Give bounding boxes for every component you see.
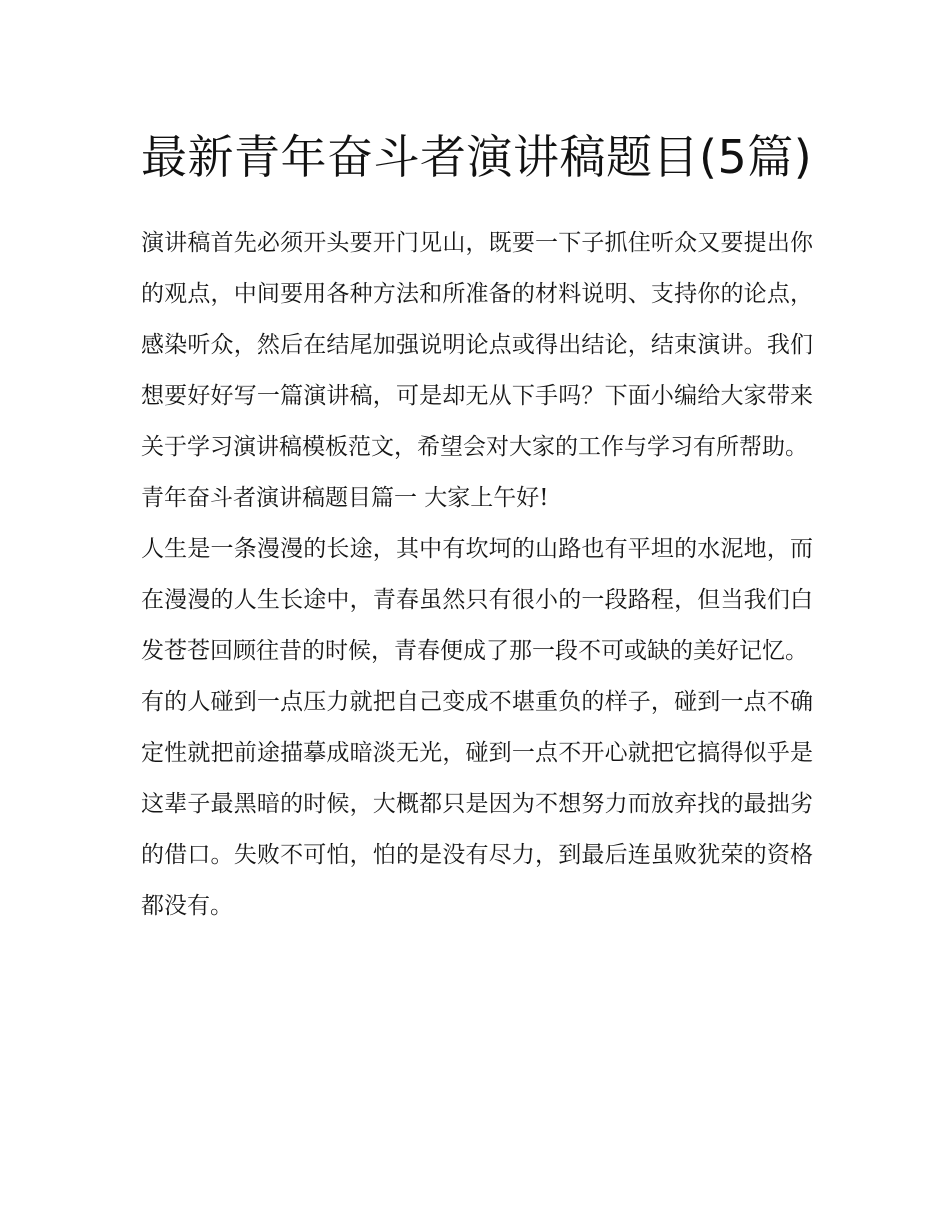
document-page	[141, 118, 813, 932]
document-body	[141, 218, 813, 932]
paragraph-intro: 演讲稿首先必须开头要开门见山，既要一下子抓住听众又要提出你的观点，中间要用各种方法和所准备的材料说明、支持你的论点，感染听众，然后在结尾加强说明论点或得出结论，结束演讲。我们想要好好写一篇演讲稿，可是却无从下手吗？下面小编给大家带来关于学习演讲稿模板范文，希望会对大家的工作与学习有所帮助。	[141, 230, 813, 460]
paragraph-pressure: 有的人碰到一点压力就把自己变成不堪重负的样子，碰到一点不确定性就把前途描摹成暗淡无光，碰到一点不开心就把它搞得似乎是这辈子最黑暗的时候，大概都只是因为不想努力而放弃找的最拙劣的借口。失败不可怕，怕的是没有尽力，到最后连虽败犹荣的资格都没有。	[141, 689, 813, 919]
paragraph-life-journey: 人生是一条漫漫的长途，其中有坎坷的山路也有平坦的水泥地，而在漫漫的人生长途中，青春虽然只有很小的一段路程，但当我们白发苍苍回顾往昔的时候，青春便成了那一段不可或缺的美好记忆。	[141, 536, 813, 664]
document-title: 最新青年奋斗者演讲稿题目(5篇)	[141, 130, 813, 184]
paragraph-section-heading: 青年奋斗者演讲稿题目篇一 大家上午好!	[141, 485, 549, 511]
